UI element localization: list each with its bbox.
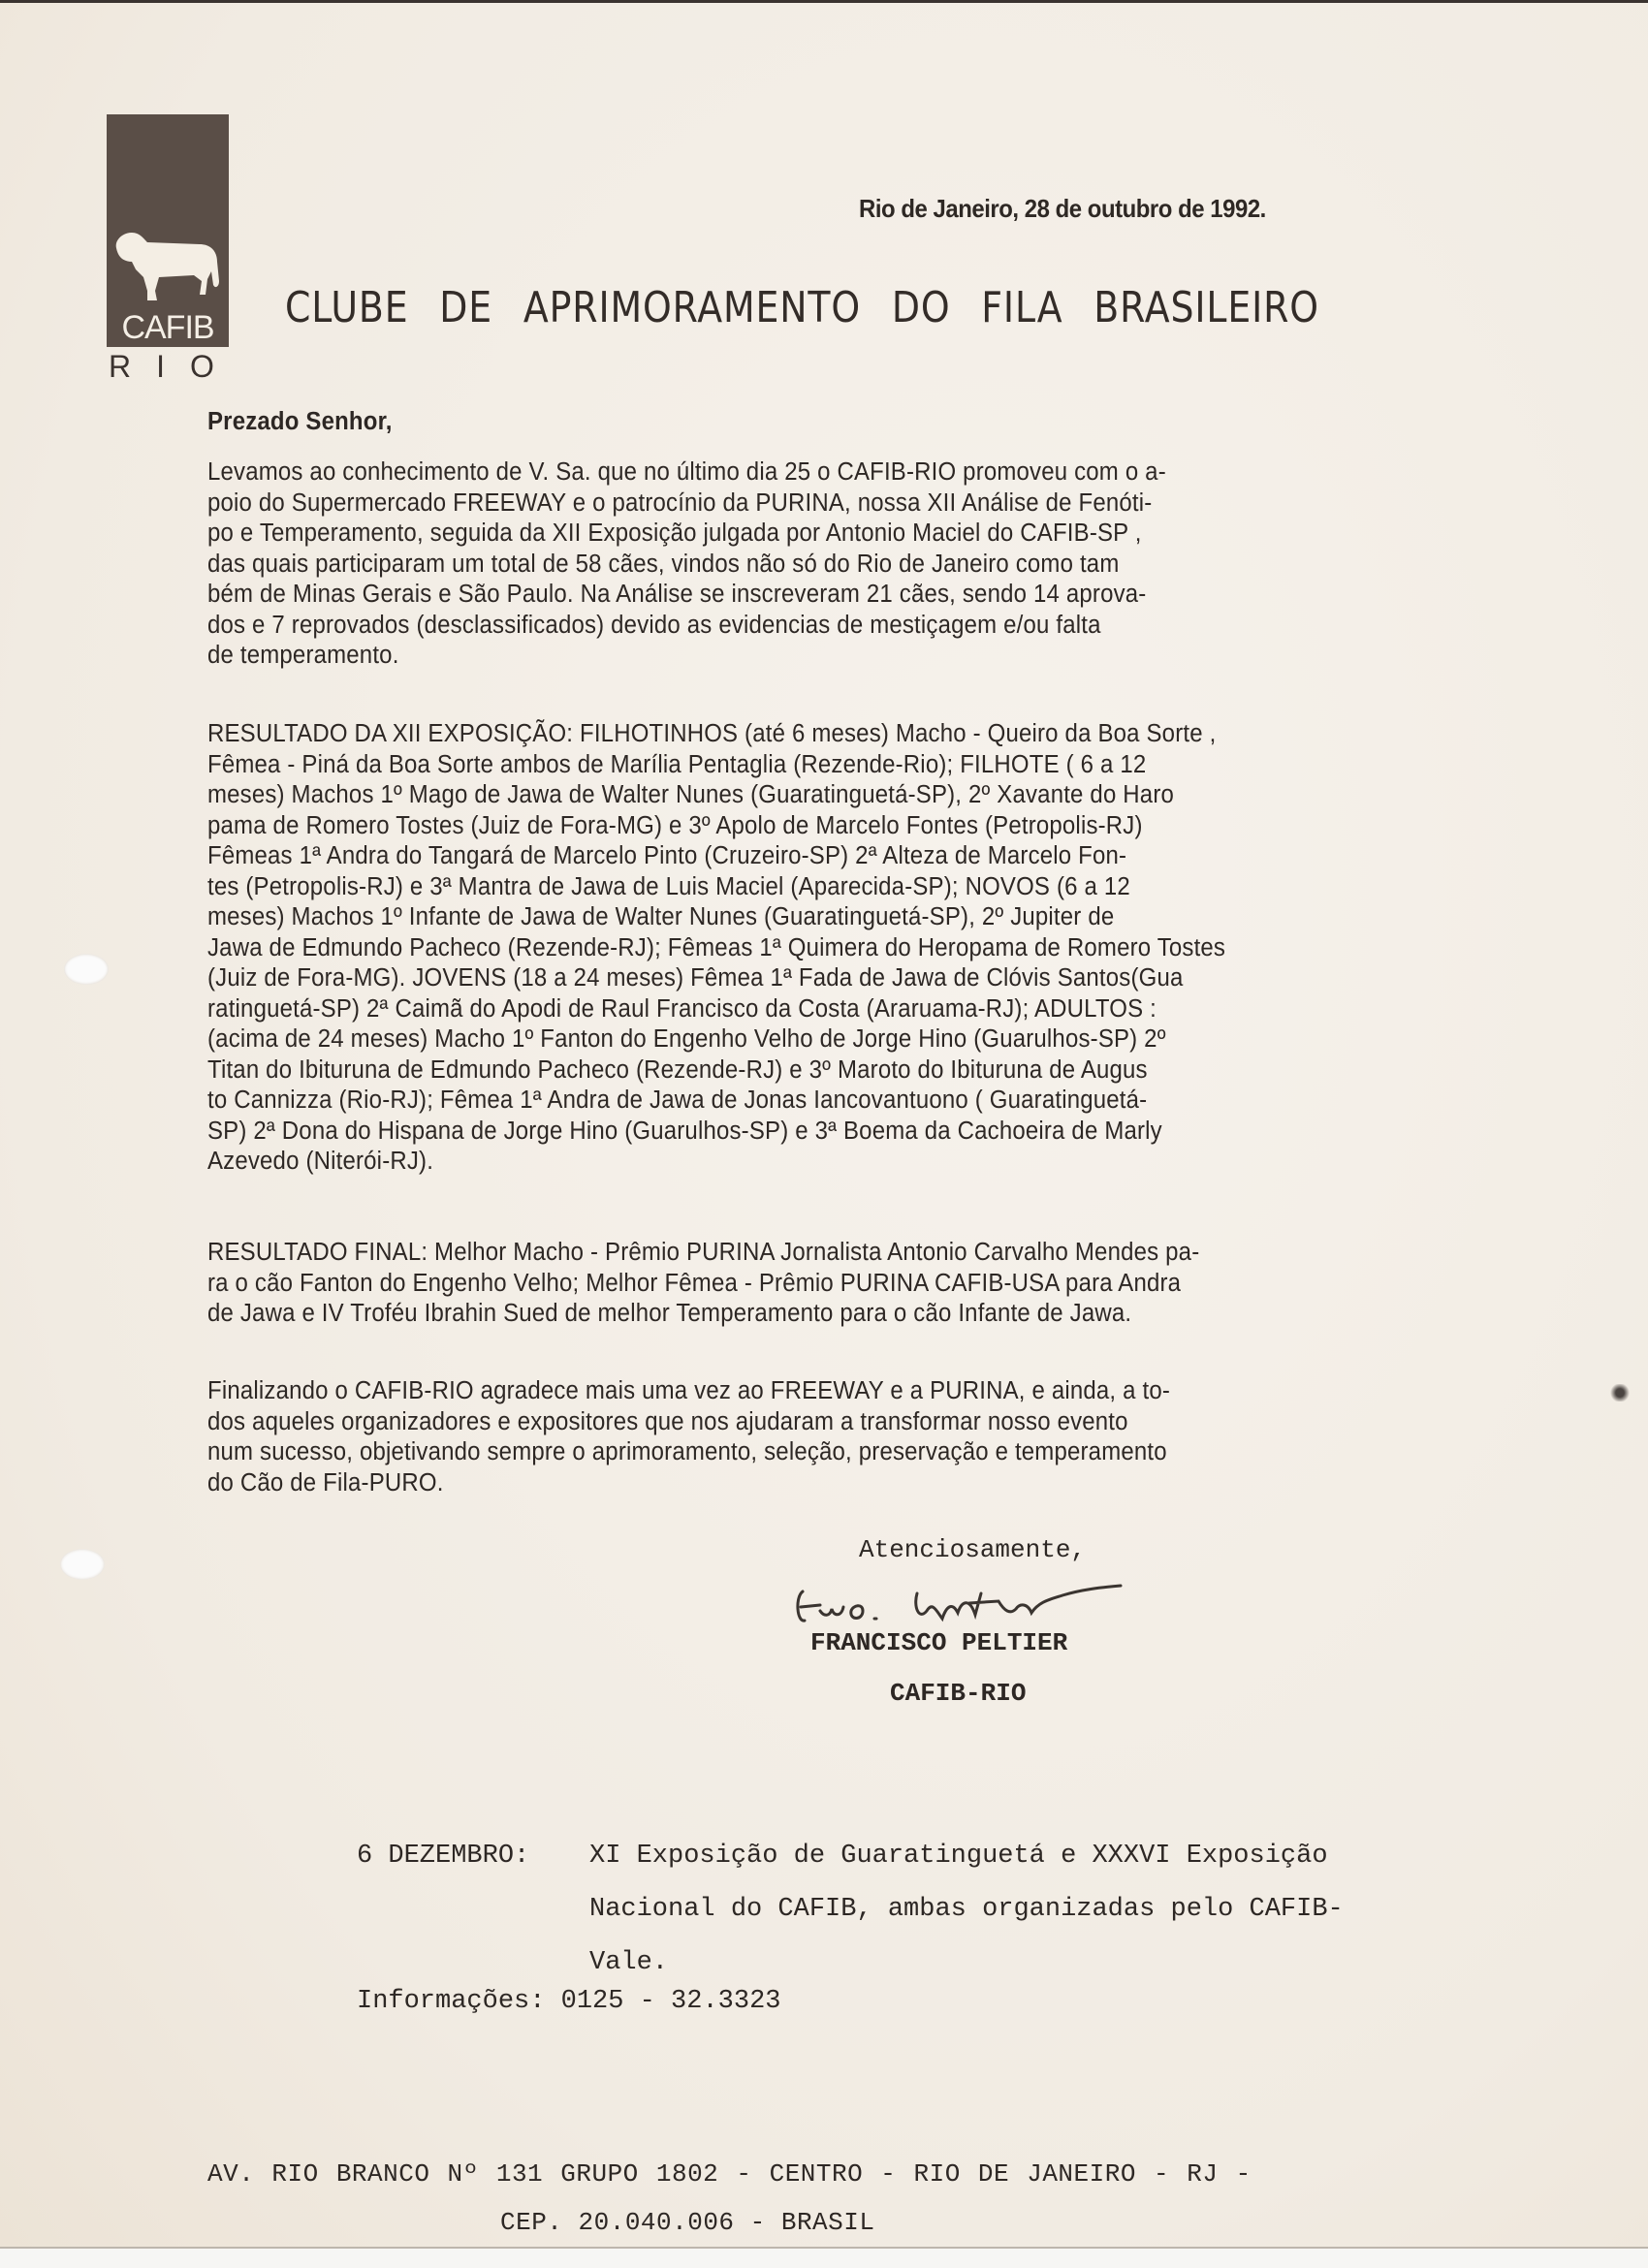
cafib-logo [107,114,229,347]
text-line: de Jawa e IV Troféu Ibrahin Sued de melhor Temperamento para o cão Infante de Jawa. [207,1300,1132,1327]
scan-top-edge [0,0,1648,3]
text-line: RESULTADO FINAL: Melhor Macho - Prêmio PURINA Jornalista Antonio Carvalho Mendes pa- [207,1239,1200,1266]
text-line: num sucesso, objetivando sempre o aprimoramento, seleção, preservação e temperamento [207,1438,1167,1465]
text-line: poio do Supermercado FREEWAY e o patrocínio da PURINA, nossa XII Análise de Fenóti- [207,488,1153,517]
text-line: do Cão de Fila-PURO. [207,1468,444,1496]
ink-speck [1609,1384,1631,1402]
text-line: Fêmea - Piná da Boa Sorte ambos de Marília Pentaglia (Rezende-Rio); FILHOTE ( 6 a 12 [207,750,1147,778]
footer-address: AV. RIO BRANCO Nº 131 GRUPO 1802 - CENTRO - RIO DE JANEIRO - RJ - [207,2159,1252,2189]
text-line: Jawa de Edmundo Pacheco (Rezende-RJ); Fêmeas 1ª Quimera do Heropama de Romero Tostes [207,933,1226,961]
text-line: de temperamento. [207,642,399,669]
logo-subtext: RIO [109,349,239,384]
text-line: meses) Machos 1º Mago de Jawa de Walter Nunes (Guaratinguetá-SP), 2º Xavante do Haro [207,781,1175,808]
signer-name: FRANCISCO PELTIER [810,1628,1068,1657]
logo-text: CAFIB [121,309,214,346]
text-line: bém de Minas Gerais e São Paulo. Na Análise se inscreveram 21 cães, sendo 14 aprova- [207,581,1147,608]
paragraph-final-result [207,1238,1492,1330]
event-info [357,1987,780,2016]
info-label: Informações: [357,1987,546,2016]
text-line: ra o cão Fanton do Engenho Velho; Melhor Fêmea - Prêmio PURINA CAFIB-USA para Andra [207,1269,1182,1297]
event-date: 6 DEZEMBRO: [357,1842,530,1871]
event-notice [357,1830,1344,1990]
scan-bottom-margin [0,2247,1648,2268]
text-line: (Juiz de Fora-MG). JOVENS (18 a 24 meses) Fêmea 1ª Fada de Jawa de Clóvis Santos(Gua [207,964,1184,992]
salutation: Atenciosamente, [859,1535,1087,1564]
text-line: po e Temperamento, seguida da XII Exposição julgada por Antonio Maciel do CAFIB-SP , [207,520,1142,547]
text-line: Titan do Ibituruna de Edmundo Pacheco (Rezende-RJ) e 3º Maroto do Ibituruna de Augus [207,1055,1148,1084]
paragraph-results [207,719,1492,1178]
text-line: Azevedo (Niterói-RJ). [207,1148,434,1175]
greeting: Prezado Senhor, [207,408,393,435]
text-line: Levamos ao conhecimento de V. Sa. que no último dia 25 o CAFIB-RIO promoveu com o a- [207,458,1166,486]
text-line: RESULTADO DA XII EXPOSIÇÃO: FILHOTINHOS (até 6 meses) Macho - Queiro da Boa Sorte , [207,720,1217,747]
punch-hole-icon [60,1549,105,1580]
organization-title: CLUBE DE APRIMORAMENTO DO FILA BRASILEIRO [285,283,1319,332]
event-line: Nacional do CAFIB, ambas organizadas pelo CAFIB- [589,1895,1344,1924]
text-line: SP) 2ª Dona do Hispana de Jorge Hino (Guarulhos-SP) e 3ª Boema da Cachoeira de Marly [207,1117,1162,1145]
paragraph-closing [207,1376,1492,1498]
fila-dog-icon [111,231,223,306]
letter-date: Rio de Janeiro, 28 de outubro de 1992. [859,194,1266,223]
paragraph-intro [207,457,1492,672]
punch-hole-icon [64,954,109,985]
signer-organization: CAFIB-RIO [890,1679,1027,1708]
text-line: to Cannizza (Rio-RJ); Fêmea 1ª Andra de Jawa de Jonas Iancovantuono ( Guaratinguetá- [207,1087,1148,1114]
text-line: das quais participaram um total de 58 cães, vindos não só do Rio de Janeiro como tam [207,550,1120,578]
text-line: ratinguetá-SP) 2ª Caimã do Apodi de Raul Francisco da Costa (Araruama-RJ); ADULTOS : [207,994,1157,1023]
text-line: (acima de 24 meses) Macho 1º Fanton do Engenho Velho de Jorge Hino (Guarulhos-SP) 2º [207,1025,1166,1053]
text-line: pama de Romero Tostes (Juiz de Fora-MG) e 3º Apolo de Marcelo Fontes (Petropolis-RJ) [207,811,1143,839]
text-line: Fêmeas 1ª Andra do Tangará de Marcelo Pinto (Cruzeiro-SP) 2ª Alteza de Marcelo Fon- [207,842,1127,869]
text-line: tes (Petropolis-RJ) e 3ª Mantra de Jawa de Luis Maciel (Aparecida-SP); NOVOS (6 a 12 [207,872,1130,900]
info-phone: 0125 - 32.3323 [560,1987,781,2016]
event-line: Vale. [589,1948,669,1977]
event-line: XI Exposição de Guaratinguetá e XXXVI Exposição [589,1842,1328,1871]
text-line: dos aqueles organizadores e expositores que nos ajudaram a transformar nosso evento [207,1407,1128,1435]
text-line: meses) Machos 1º Infante de Jawa de Walter Nunes (Guaratinguetá-SP), 2º Jupiter de [207,903,1115,930]
text-line: dos e 7 reprovados (desclassificados) devido as evidencias de mestiçagem e/ou falta [207,611,1101,639]
text-line: Finalizando o CAFIB-RIO agradece mais uma vez ao FREEWAY e a PURINA, e ainda, a to- [207,1377,1171,1404]
footer-postal-code: CEP. 20.040.006 - BRASIL [500,2208,875,2237]
